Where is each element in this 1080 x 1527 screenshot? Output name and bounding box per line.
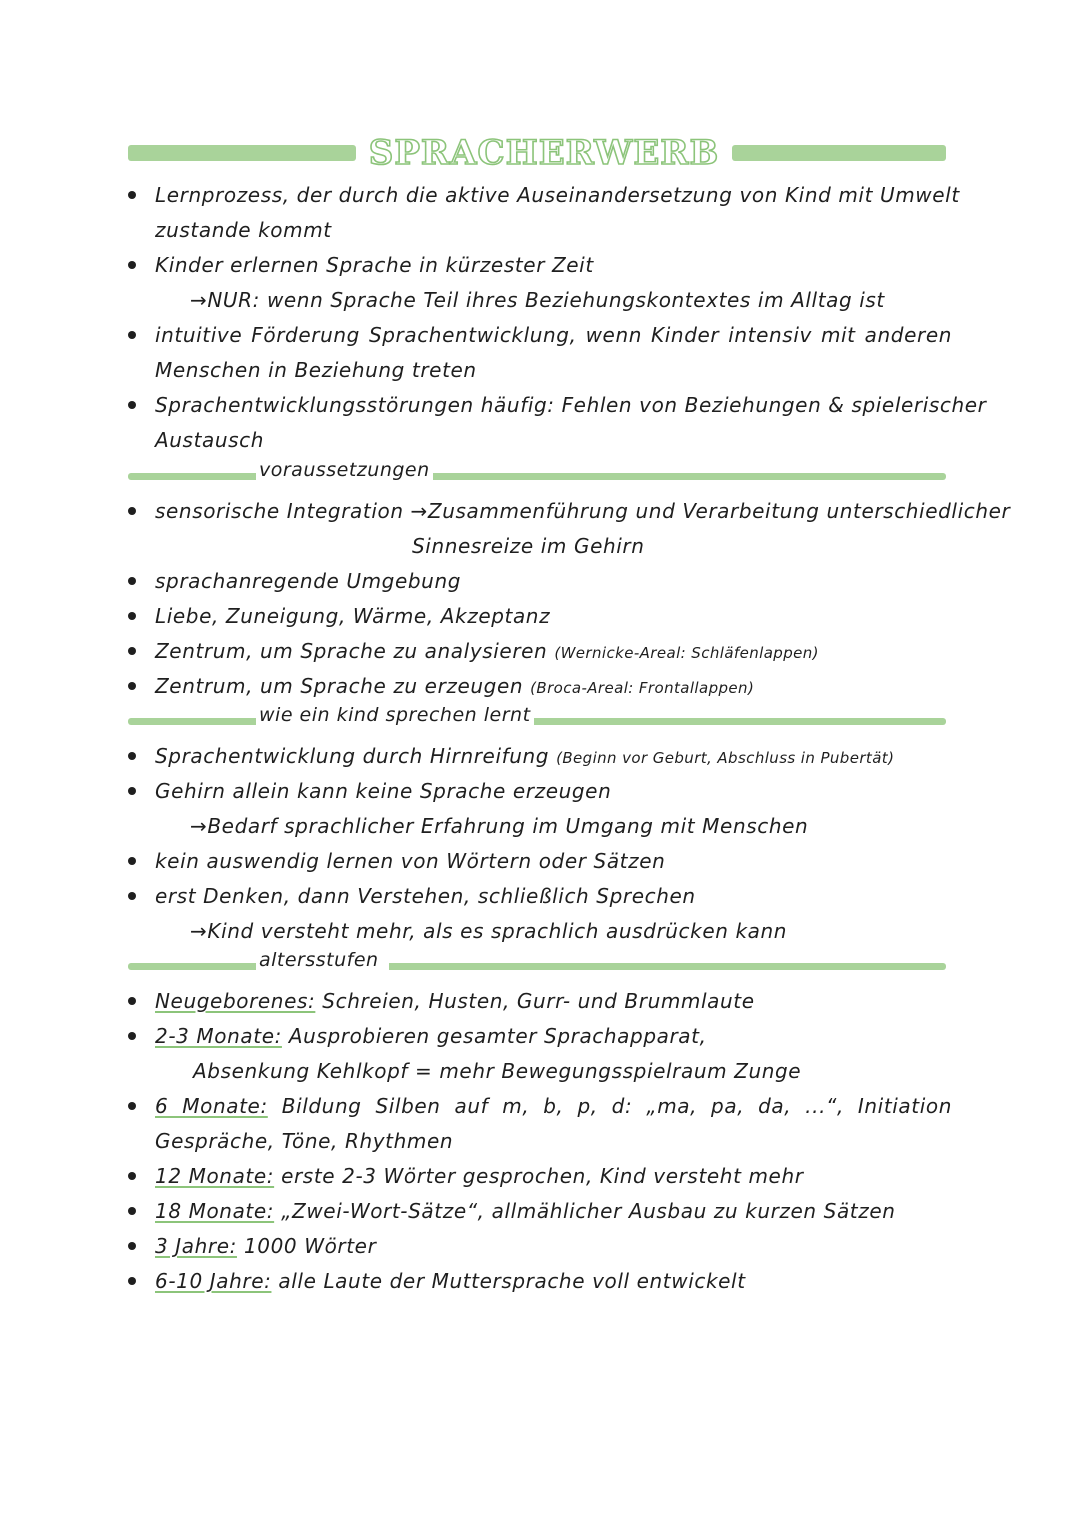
section-header-altersstufen [128, 949, 946, 977]
alter-5-text: „Zwei-Wort-Sätze“, allmählicher Ausbau zu kurzen Sätzen [274, 1199, 896, 1223]
section-header-wie [128, 704, 946, 732]
section-heading: wie ein kind sprechen lernt [256, 704, 534, 726]
voraussetzung-5-text: Zentrum, um Sprache zu erzeugen [155, 674, 524, 698]
section-divider [128, 718, 946, 725]
wie-2-sub: →Bedarf sprachlicher Erfahrung im Umgang mit Menschen [190, 814, 809, 838]
wie-3: kein auswendig lernen von Wörtern oder Sätzen [155, 849, 666, 873]
bullet-dot [128, 1172, 136, 1180]
bullet-dot [128, 612, 136, 620]
bullet-dot [128, 682, 136, 690]
voraussetzung-2: sprachanregende Umgebung [155, 569, 462, 593]
alter-3-text: Bildung Silben auf m, b, p, d: „ma, pa, da, ...“, Initiation [267, 1094, 953, 1118]
bullet-dot [128, 1207, 136, 1215]
alter-7-text: alle Laute der Muttersprache voll entwickelt [271, 1269, 746, 1293]
alter-2 [155, 1021, 955, 1051]
bullet-dot [128, 577, 136, 585]
bullet-dot [128, 401, 136, 409]
alter-4-label: 12 Monate: [155, 1164, 275, 1188]
bullet-dot [128, 191, 136, 199]
intro-2-line-2: →NUR: wenn Sprache Teil ihres Beziehungskontextes im Alltag ist [190, 288, 885, 312]
voraussetzung-5 [155, 671, 955, 703]
alter-6-text: 1000 Wörter [236, 1234, 377, 1258]
bullet-dot [128, 261, 136, 269]
section-divider [128, 473, 946, 480]
alter-5-label: 18 Monate: [155, 1199, 275, 1223]
wie-4-sub: →Kind versteht mehr, als es sprachlich ausdrücken kann [190, 919, 788, 943]
intro-4-line-1: Sprachentwicklungsstörungen häufig: Fehlen von Beziehungen & spielerischer [155, 393, 987, 417]
bullet-dot [128, 507, 136, 515]
bullet-dot [128, 787, 136, 795]
title-row [128, 133, 946, 173]
wie-2: Gehirn allein kann keine Sprache erzeugen [155, 779, 612, 803]
alter-7 [155, 1266, 955, 1296]
title-bar-right [732, 145, 946, 161]
bullet-dot [128, 892, 136, 900]
alter-3 [155, 1091, 952, 1121]
intro-1-line-1: Lernprozess, der durch die aktive Auseinandersetzung von Kind mit Umwelt [155, 183, 960, 207]
alter-1-label: Neugeborenes: [155, 989, 316, 1013]
voraussetzung-1-line-2: Sinnesreize im Gehirn [412, 534, 645, 558]
bullet-dot [128, 1277, 136, 1285]
alter-2-text: Ausprobieren gesamter Sprachapparat, [281, 1024, 707, 1048]
alter-2-label: 2-3 Monate: [155, 1024, 282, 1048]
voraussetzung-4 [155, 636, 955, 668]
section-heading: voraussetzungen [256, 459, 433, 481]
alter-3-line-2: Gespräche, Töne, Rhythmen [155, 1129, 454, 1153]
title-bar-left [128, 145, 356, 161]
alter-5 [155, 1196, 955, 1226]
bullet-dot [128, 997, 136, 1005]
bullet-dot [128, 1032, 136, 1040]
alter-6 [155, 1231, 955, 1261]
voraussetzung-4-text: Zentrum, um Sprache zu analysieren [155, 639, 548, 663]
intro-3-line-1: intuitive Förderung Sprachentwicklung, wenn Kinder intensiv mit anderen [155, 323, 952, 347]
page-title: SPRACHERWERB [368, 133, 720, 173]
intro-4-line-2: Austausch [155, 428, 265, 452]
intro-2-line-1: Kinder erlernen Sprache in kürzester Zeit [155, 253, 594, 277]
wie-1 [155, 741, 955, 773]
wie-1-text: Sprachentwicklung durch Hirnreifung [155, 744, 550, 768]
alter-1-text: Schreien, Husten, Gurr- und Brummlaute [315, 989, 755, 1013]
intro-3-line-2: Menschen in Beziehung treten [155, 358, 477, 382]
alter-2-sub: Absenkung Kehlkopf = mehr Bewegungsspielraum Zunge [193, 1059, 802, 1083]
section-divider [128, 963, 946, 970]
alter-3-label: 6 Monate: [155, 1094, 268, 1118]
alter-6-label: 3 Jahre: [155, 1234, 237, 1258]
alter-4 [155, 1161, 955, 1191]
section-heading: altersstufen [256, 949, 389, 971]
alter-7-label: 6-10 Jahre: [155, 1269, 272, 1293]
bullet-dot [128, 331, 136, 339]
wie-4: erst Denken, dann Verstehen, schließlich Sprechen [155, 884, 696, 908]
section-header-voraussetzungen [128, 459, 946, 487]
voraussetzung-3: Liebe, Zuneigung, Wärme, Akzeptanz [155, 604, 551, 628]
alter-1 [155, 986, 955, 1016]
bullet-dot [128, 1102, 136, 1110]
bullet-dot [128, 857, 136, 865]
intro-1-line-2: zustande kommt [155, 218, 332, 242]
voraussetzung-4-note: (Wernicke-Areal: Schläfenlappen) [554, 644, 819, 662]
alter-4-text: erste 2-3 Wörter gesprochen, Kind versteht mehr [274, 1164, 804, 1188]
voraussetzung-1-line-1: sensorische Integration →Zusammenführung und Verarbeitung unterschiedlicher [155, 499, 1011, 523]
voraussetzung-5-note: (Broca-Areal: Frontallappen) [530, 679, 755, 697]
wie-1-note: (Beginn vor Geburt, Abschluss in Pubertät) [556, 749, 895, 767]
bullet-dot [128, 1242, 136, 1250]
bullet-dot [128, 752, 136, 760]
bullet-dot [128, 647, 136, 655]
